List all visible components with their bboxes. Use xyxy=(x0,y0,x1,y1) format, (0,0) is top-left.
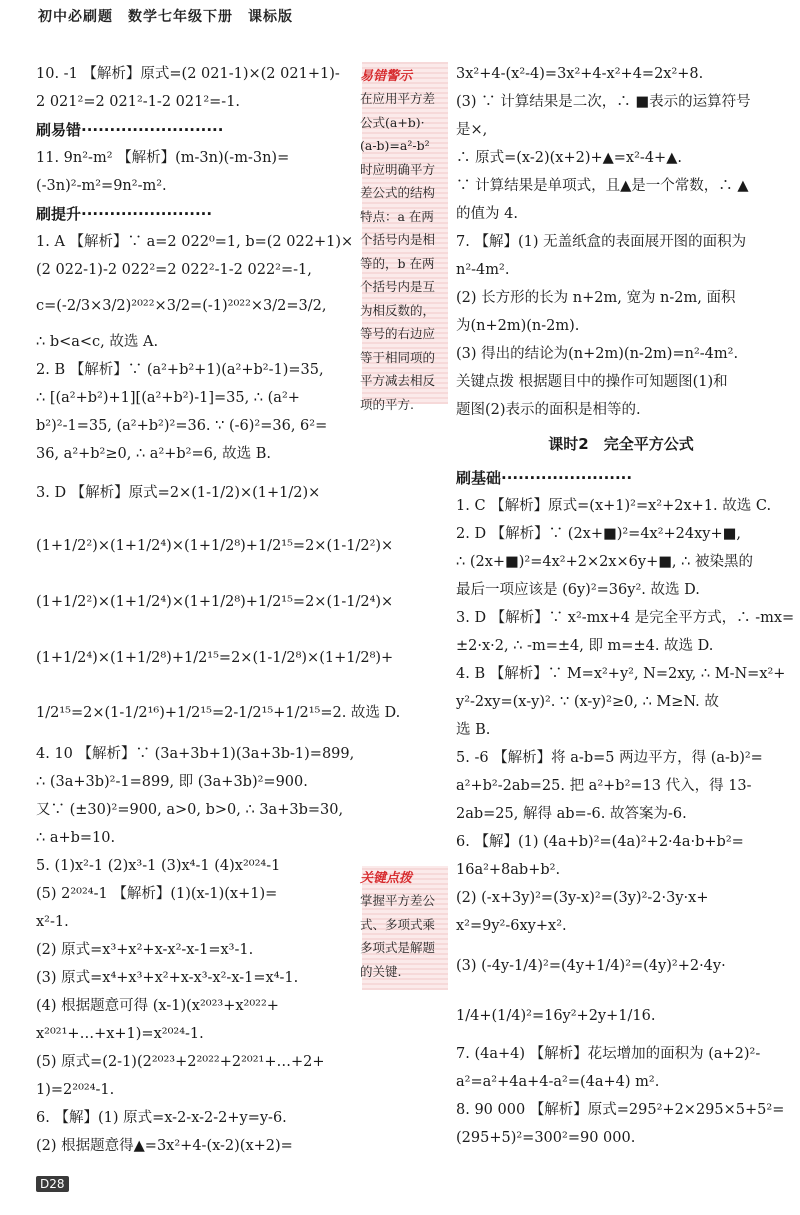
left-lines-line: 5. (1)x²-1 (2)x³-1 (3)x⁴-1 (4)x²⁰²⁴-1 xyxy=(36,858,281,874)
side-note-2 xyxy=(360,868,448,983)
right-lines-line: (2) 长方形的长为 n+2m, 宽为 n-2m, 面积 xyxy=(456,290,736,306)
left-lines-line: 刷提升······················· xyxy=(36,205,213,223)
left-lines-line: (2) 根据题意得▲=3x²+4-(x-2)(x+2)= xyxy=(36,1138,293,1154)
right-lines-line: 题图(2)表示的面积是相等的. xyxy=(456,402,641,418)
left-lines-line: (1+1/2⁴)×(1+1/2⁸)+1/2¹⁵=2×(1-1/2⁸)×(1+1/2⁸)+ xyxy=(36,650,394,666)
right-lines-line: y²-2xy=(x-y)². ∵ (x-y)²≥0, ∴ M≥N. 故 xyxy=(456,694,719,710)
right-lines-line: 关键点拨 根据题目中的操作可知题图(1)和 xyxy=(456,374,728,390)
right-lines-line: 刷基础······················· xyxy=(456,469,633,487)
left-lines-line: 3. D 【解析】原式=2×(1-1/2)×(1+1/2)× xyxy=(36,485,321,501)
right-lines-line: (2) (-x+3y)²=(3y-x)²=(3y)²-2·3y·x+ xyxy=(456,890,709,906)
side-note-line: 等于相同项的 xyxy=(360,349,436,365)
left-lines-line: (1+1/2²)×(1+1/2⁴)×(1+1/2⁸)+1/2¹⁵=2×(1-1/2⁴)× xyxy=(36,594,394,610)
side-note-line: 特点：a 在两 xyxy=(360,208,434,224)
side-note-line: 个括号内是互 xyxy=(360,279,436,294)
right-lines-line: 为(n+2m)(n-2m). xyxy=(456,318,580,334)
left-lines-line: b²)²-1=35, (a²+b²)²=36. ∵ (-6)²=36, 6²= xyxy=(36,418,328,434)
side-note-line: 差公式的结构 xyxy=(360,185,436,200)
right-lines-line: 5. -6 【解析】将 a-b=5 两边平方，得 (a-b)²= xyxy=(456,750,763,766)
right-lines-line: 16a²+8ab+b². xyxy=(456,862,561,878)
left-lines-line: x²-1. xyxy=(36,914,69,930)
left-lines-line: (2) 原式=x³+x²+x-x²-x-1=x³-1. xyxy=(36,942,254,958)
side-note-1-text xyxy=(360,87,448,416)
right-lines-line: 7. (4a+4) 【解析】花坛增加的面积为 (a+2)²- xyxy=(456,1046,761,1062)
left-lines-line: (-3n)²-m²=9n²-m². xyxy=(36,178,167,194)
left-lines-line: 刷易错························· xyxy=(36,121,224,139)
left-lines-line: ∴ b<a<c, 故选 A. xyxy=(36,334,159,350)
side-note-line: 等的，b 在两 xyxy=(360,255,435,271)
left-lines-line: 1. A 【解析】∵ a=2 022⁰=1, b=(2 022+1)× xyxy=(36,234,354,250)
left-lines-line: 又∵ (±30)²=900, a>0, b>0, ∴ 3a+3b=30, xyxy=(36,802,344,818)
side-note-line: 为相反数的， xyxy=(360,302,436,318)
side-note-line: 项的平方. xyxy=(360,396,414,412)
left-lines-line: (5) 2²⁰²⁴-1 【解析】(1)(x-1)(x+1)= xyxy=(36,886,278,902)
right-column xyxy=(456,60,795,1152)
right-lines-line: 3. D 【解析】∵ x²-mx+4 是完全平方式，∴ -mx= xyxy=(456,610,795,626)
left-lines-line: c=(-2/3×3/2)²⁰²²×3/2=(-1)²⁰²²×3/2=3/2, xyxy=(36,298,327,314)
side-note-line: 公式(a+b)· xyxy=(360,114,425,130)
left-lines-line: (4) 根据题意可得 (x-1)(x²⁰²³+x²⁰²²+ xyxy=(36,998,279,1014)
left-lines-line: ∴ (3a+3b)²-1=899, 即 (3a+3b)²=900. xyxy=(36,774,308,790)
right-lines-line: 是×, xyxy=(456,122,488,138)
page-number: D28 xyxy=(36,1176,69,1192)
right-lines-line: (3) 得出的结论为(n+2m)(n-2m)=n²-4m². xyxy=(456,346,739,362)
left-lines-line: 1)=2²⁰²⁴-1. xyxy=(36,1082,115,1098)
right-lines-line: 7. 【解】(1) 无盖纸盒的表面展开图的面积为 xyxy=(456,234,747,250)
left-lines-line: 4. 10 【解析】∵ (3a+3b+1)(3a+3b-1)=899, xyxy=(36,746,355,762)
left-lines-line: 6. 【解】(1) 原式=x-2-x-2-2+y=y-6. xyxy=(36,1110,287,1126)
side-note-line: 时应明确平方 xyxy=(360,161,436,177)
right-lines-line: 最后一项应该是 (6y)²=36y². 故选 D. xyxy=(456,582,700,598)
right-lines-line: 4. B 【解析】∵ M=x²+y², N=2xy, ∴ M-N=x²+ xyxy=(456,666,786,682)
side-note-line: 式、多项式乘 xyxy=(360,916,436,932)
right-lines-line: 3x²+4-(x²-4)=3x²+4-x²+4=2x²+8. xyxy=(456,66,704,82)
right-lines-line: a²=a²+4a+4-a²=(4a+4) m². xyxy=(456,1074,660,1090)
right-lines-line: 1/4+(1/4)²=16y²+2y+1/16. xyxy=(456,1008,656,1024)
left-lines-line: x²⁰²¹+…+x+1)=x²⁰²⁴-1. xyxy=(36,1026,204,1042)
right-lines-line: ∴ (2x+■)²=4x²+2×2x×6y+■, ∴ 被染黑的 xyxy=(456,554,753,570)
right-lines-line: 6. 【解】(1) (4a+b)²=(4a)²+2·4a·b+b²= xyxy=(456,834,744,850)
right-lines-line: a²+b²-2ab=25. 把 a²+b²=13 代入，得 13- xyxy=(456,778,752,794)
left-lines-line: 36, a²+b²≥0, ∴ a²+b²=6, 故选 B. xyxy=(36,446,271,462)
right-lines-line: 选 B. xyxy=(456,722,491,738)
side-note-line: 平方减去相反 xyxy=(360,373,436,388)
right-lines-line: 2. D 【解析】∵ (2x+■)²=4x²+24xy+■, xyxy=(456,526,741,542)
right-lines-line: 1. C 【解析】原式=(x+1)²=x²+2x+1. 故选 C. xyxy=(456,498,772,514)
left-lines-line: 10. -1 【解析】原式=(2 021-1)×(2 021+1)- xyxy=(36,66,340,82)
side-note-line: 的关键. xyxy=(360,963,402,979)
left-lines-line: (2 022-1)-2 022²=2 022²-1-2 022²=-1, xyxy=(36,262,312,278)
right-lines-line: ±2·x·2, ∴ -m=±4, 即 m=±4. 故选 D. xyxy=(456,638,714,654)
left-lines-line: ∴ [(a²+b²)+1][(a²+b²)-1]=35, ∴ (a²+ xyxy=(36,390,300,406)
page-header: 初中必刷题 数学七年级下册 课标版 xyxy=(38,9,293,25)
right-lines-line: 2ab=25, 解得 ab=-6. 故答案为-6. xyxy=(456,806,687,822)
left-lines-line: 1/2¹⁵=2×(1-1/2¹⁶)+1/2¹⁵=2-1/2¹⁵+1/2¹⁵=2. 故选 D. xyxy=(36,705,401,721)
side-note-line: (a-b)=a²-b² xyxy=(360,138,430,153)
side-note-1-title: 易错警示 xyxy=(360,69,413,84)
right-lines-line: 8. 90 000 【解析】原式=295²+2×295×5+5²= xyxy=(456,1102,785,1118)
side-note-line: 掌握平方差公 xyxy=(360,893,436,908)
right-lines-line: (3) ∵ 计算结果是二次，∴ ■表示的运算符号 xyxy=(456,94,751,110)
side-note-2-text xyxy=(360,889,448,983)
side-note-line: 等号的右边应 xyxy=(360,326,436,341)
side-note-line: 个括号内是相 xyxy=(360,232,436,247)
left-lines-line: ∴ a+b=10. xyxy=(36,830,116,846)
right-lines-line: x²=9y²-6xy+x². xyxy=(456,918,567,934)
right-lines-line: ∴ 原式=(x-2)(x+2)+▲=x²-4+▲. xyxy=(456,150,682,166)
left-lines-line: 2. B 【解析】∵ (a²+b²+1)(a²+b²-1)=35, xyxy=(36,362,324,378)
side-note-2-title: 关键点拨 xyxy=(360,871,413,886)
right-lines-line: (3) (-4y-1/4)²=(4y+1/4)²=(4y)²+2·4y· xyxy=(456,958,726,974)
side-note-1 xyxy=(360,66,448,416)
right-lines-line: ∵ 计算结果是单项式，且▲是一个常数，∴ ▲ xyxy=(456,178,749,194)
right-lines-line: 的值为 4. xyxy=(456,206,518,222)
right-lines-line: 课时2 完全平方公式 xyxy=(548,435,694,453)
left-lines-line: 11. 9n²-m² 【解析】(m-3n)(-m-3n)= xyxy=(36,150,290,166)
left-lines-line: (3) 原式=x⁴+x³+x²+x-x³-x²-x-1=x⁴-1. xyxy=(36,970,299,986)
left-lines-line: (5) 原式=(2-1)(2²⁰²³+2²⁰²²+2²⁰²¹+…+2+ xyxy=(36,1054,325,1070)
side-note-line: 多项式是解题 xyxy=(360,940,436,955)
side-note-line: 在应用平方差 xyxy=(360,91,436,106)
right-lines-line: n²-4m². xyxy=(456,262,510,278)
left-lines-line: 2 021²=2 021²-1-2 021²=-1. xyxy=(36,94,241,110)
right-lines-line: (295+5)²=300²=90 000. xyxy=(456,1130,636,1146)
left-lines-line: (1+1/2²)×(1+1/2⁴)×(1+1/2⁸)+1/2¹⁵=2×(1-1/2²)× xyxy=(36,538,394,554)
